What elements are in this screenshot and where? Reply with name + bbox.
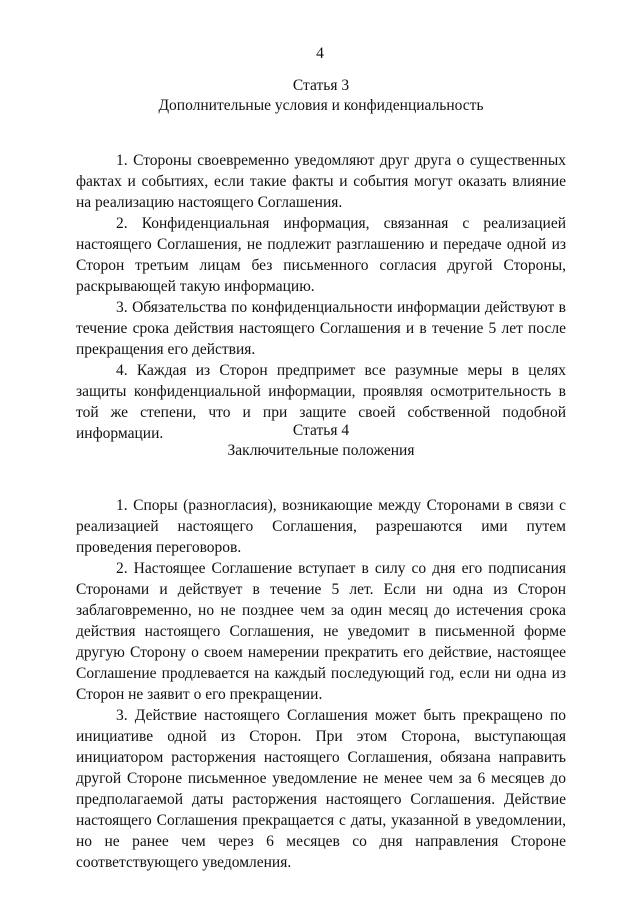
article-3-paragraph-4: 4. Каждая из Сторон предпримет все разумные меры в целях защиты конфиденциальной информации, проявляя осмотрительность в той же степени, что и при защите своей собственной подобной информации. — [76, 362, 566, 442]
article-4 — [76, 421, 566, 873]
article-4-paragraph-2: 2. Настоящее Соглашение вступает в силу со дня его подписания Сторонами и действует в течение 5 лет. Если ни одна из Сторон заблаговременно, но не позднее чем за один месяц до истечения срока действия настоящего Соглашения, не уведомит в письменной форме другую Сторону о своем намерении прекратить его действие, настоящее Соглашение продлевается на каждый последующий год, если ни одна из Сторон не заявит о его прекращении. — [76, 560, 566, 703]
article-3-paragraph-1: 1. Стороны своевременно уведомляют друг друга о существенных фактах и событиях, если такие факты и события могут оказать влияние на реализацию настоящего Соглашения. — [76, 152, 566, 211]
page-number: 4 — [316, 45, 324, 62]
article-3-body — [76, 150, 566, 444]
article-4-title: Статья 4 — [292, 422, 350, 439]
article-3-title: Статья 3 — [292, 77, 350, 94]
article-3-subtitle: Дополнительные условия и конфиденциальность — [158, 97, 484, 114]
article-4-paragraph-3: 3. Действие настоящего Соглашения может быть прекращено по инициативе одной из Сторон. При этом Сторона, выступающая инициатором расторжения настоящего Соглашения, обязана направить другой Стороне письменное уведомление не менее чем за 6 месяцев до предполагаемой даты расторжения настоящего Соглашения. Действие настоящего Соглашения прекращается с даты, указанной в уведомлении, но не ранее чем через 6 месяцев со дня направления Стороне соответствующего уведомления. — [76, 707, 566, 871]
article-3-paragraph-2: 2. Конфиденциальная информация, связанная с реализацией настоящего Соглашения, не подлежит разглашению и передаче одной из Сторон третьим лицам без письменного согласия другой Стороны, раскрывающей такую информацию. — [76, 215, 566, 295]
article-3-paragraph-3: 3. Обязательства по конфиденциальности информации действуют в течение срока действия настоящего Соглашения и в течение 5 лет после прекращения его действия. — [76, 299, 566, 358]
article-3 — [76, 76, 566, 444]
article-4-body — [76, 495, 566, 873]
article-4-paragraph-1: 1. Споры (разногласия), возникающие между Сторонами в связи с реализацией настоящего Соглашения, разрешаются ими путем проведения переговоров. — [76, 497, 566, 556]
article-4-subtitle: Заключительные положения — [227, 442, 415, 459]
